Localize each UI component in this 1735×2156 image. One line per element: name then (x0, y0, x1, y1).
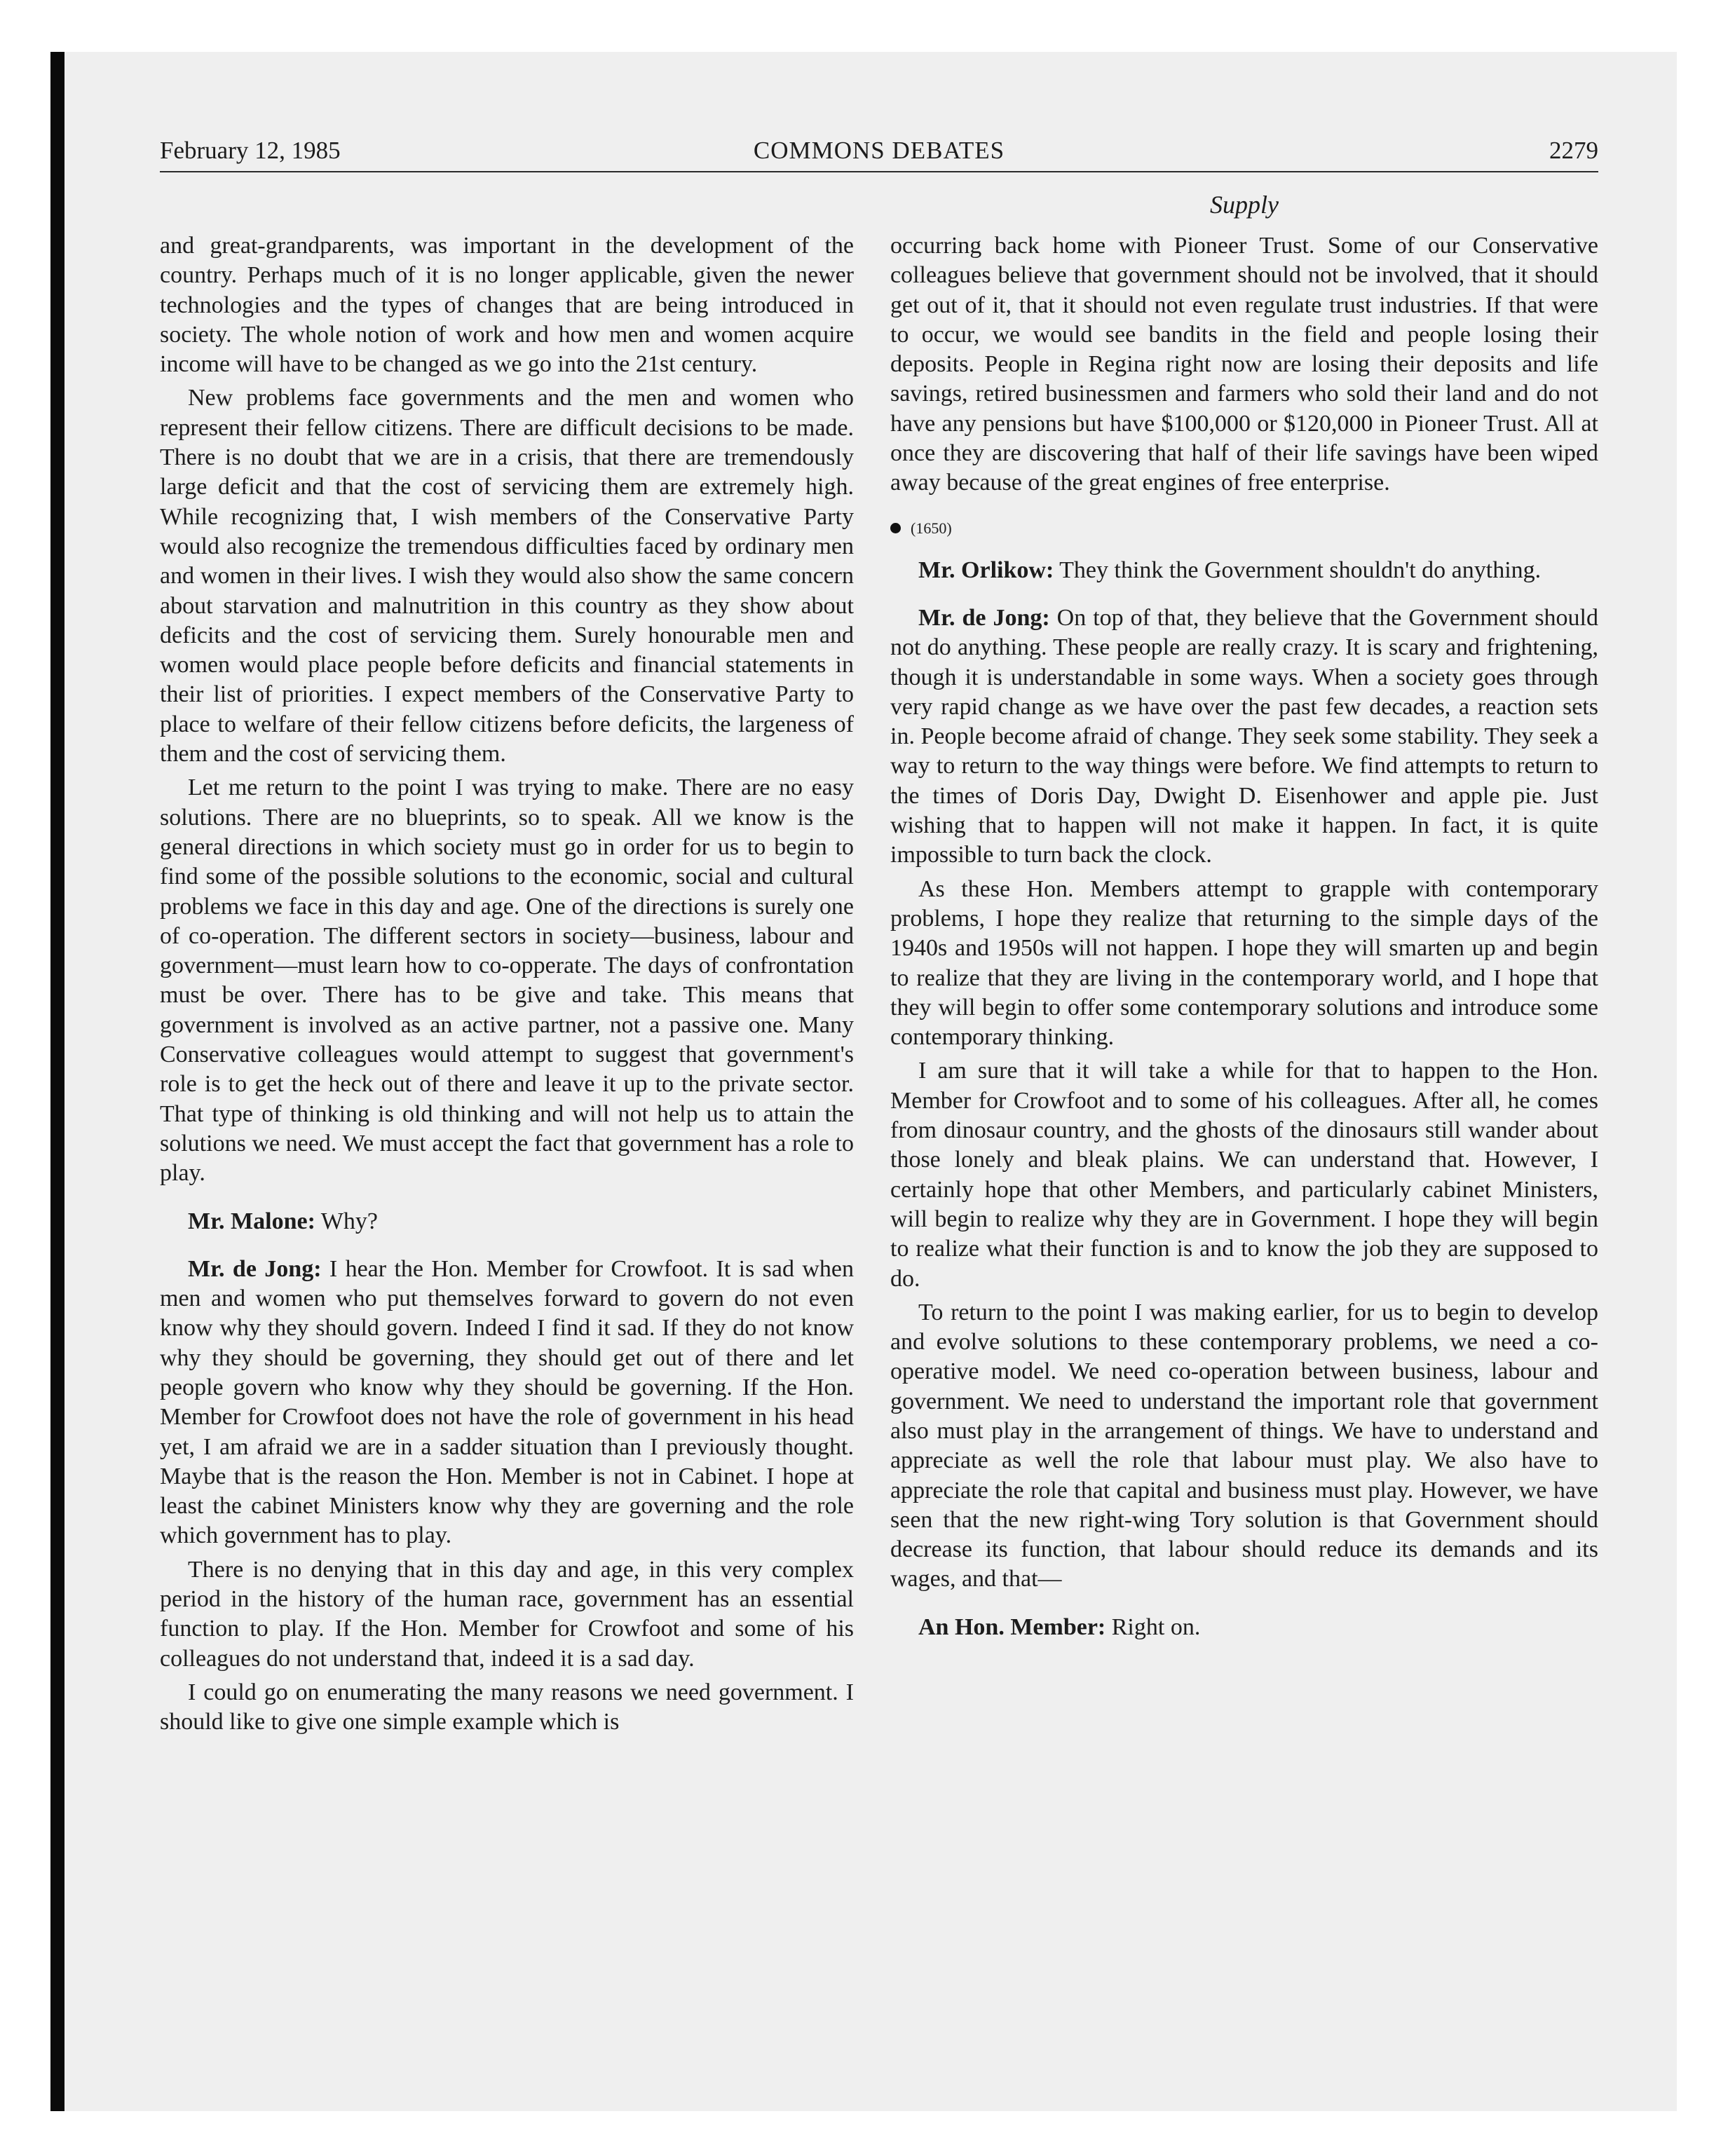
speech-text: On top of that, they believe that the Government should not do anything. These people are really crazy. It is scary and frightening, though it is understandable in some ways. When a society goes through very rapid change as we have over the past few decades, a reaction sets in. People become afraid of change. They seek some stability. They seek a way to return to the way things were before. We find attempts to return to the times of Doris Day, Dwight D. Eisenhower and apple pie. Just wishing that to happen will not make it happen. In fact, it is quite impossible to turn back the clock. (890, 604, 1598, 868)
page-number: 2279 (1549, 137, 1598, 164)
speech-text: I hear the Hon. Member for Crowfoot. It is sad when men and women who put themselves forward to govern do not even know why they should govern. Indeed I find it sad. If they do not know why they should be governing, they should get out of there and let people govern who know why they should be governing. If the Hon. Member for Crowfoot does not have the role of government in his head yet, I am afraid we are in a sadder situation than I previously thought. Maybe that is the reason the Hon. Member is not in Cabinet. I hope at least the cabinet Ministers know why they are governing and the role which government has to play. (160, 1255, 855, 1549)
paragraph: I could go on enumerating the many reasons we need government. I should like to give one simple example which is (160, 1679, 854, 1735)
speaker-name: Mr. de Jong: (918, 604, 1050, 631)
paragraph: New problems face governments and the men and women who represent their fellow citizens. There are difficult decisions to be made. There is no doubt that we are in a crisis, that there are tremendously large deficit and that the cost of servicing them are extremely high. While recognizing that, I wish members of the Conservative Party would also recognize the tremendous difficulties faced by ordinary men and women in their lives. I wish they would also show the same concern about starvation and malnutrition in this country as they show about deficits and the cost of servicing them. Surely honourable men and women would place people before deficits and financial statements in their list of priorities. I expect members of the Conservative Party to place to welfare of their fellow citizens before deficits, the largeness of them and the cost of servicing them. (160, 385, 854, 767)
speaker-name: Mr. Orlikow: (918, 557, 1054, 583)
paragraph: There is no denying that in this day and age, in this very complex period in the history of the human race, government has an essential function to play. If the Hon. Member for Crowfoot and some of his colleagues do not understand that, indeed it is a sad day. (160, 1556, 854, 1672)
right-column (890, 231, 1598, 1646)
paragraph: Let me return to the point I was trying to make. There are no easy solutions. There are no blueprints, so to speak. All we know is the general directions in which society must go in order for us to begin to find some of the possible solutions to the economic, social and cultural problems we face in this day and age. One of the directions is surely one of co-operation. The different sectors in society—business, labour and government—must learn how to co-opperate. The days of confrontation must be over. There has to be give and take. This means that government is involved as an active partner, not a passive one. Many Conservative colleagues would attempt to suggest that government's role is to get the heck out of there and leave it up to the private sector. That type of thinking is old thinking and will not help us to attain the solutions we need. We must accept the fact that government has a role to play. (160, 775, 854, 1187)
header-date: February 12, 1985 (160, 137, 341, 164)
speech-de-jong (160, 1255, 854, 1551)
speech-malone (160, 1207, 854, 1236)
running-header (160, 135, 1598, 172)
paragraph: occurring back home with Pioneer Trust. Some of our Conservative colleagues believe that government should not be involved, that it should get out of it, that it should not even regulate trust industries. If that were to occur, we would see bandits in the field and people losing their deposits. People in Regina right now are losing their deposits and life savings, retired businessmen and farmers who sold their land and do not have any pensions but have $100,000 or $120,000 in Pioneer Trust. All at once they are discovering that half of their life savings have been wiped away because of the great engines of free enterprise. (890, 233, 1598, 496)
speaker-name: Mr. de Jong: (188, 1255, 322, 1282)
paragraph: As these Hon. Members attempt to grapple with contemporary problems, I hope they realize that returning to the simple days of the 1940s and 1950s will not happen. I hope they will smarten up and begin to realize that they are living in the contemporary world, and I hope that they will begin to offer some contemporary solutions and introduce some contemporary thinking. (890, 875, 1598, 1051)
time-marker (890, 518, 1598, 539)
speech-de-jong (890, 603, 1598, 871)
speech-text: Why? (315, 1208, 378, 1234)
binding-edge (50, 52, 64, 2111)
speaker-name: An Hon. Member: (918, 1613, 1106, 1640)
left-column (160, 231, 854, 1742)
section-title: Supply (1210, 191, 1279, 219)
paragraph: I am sure that it will take a while for that to happen to the Hon. Member for Crowfoot and to some of his colleagues. After all, he comes from dinosaur country, and the ghosts of the dinosaurs still wander about those lonely and bleak plains. We can understand that. However, I certainly hope that other Members, and particularly cabinet Ministers, will begin to realize why they are in Government. I hope they will begin to realize what their function is and to know the job they are supposed to do. (890, 1058, 1598, 1292)
paragraph: To return to the point I was making earlier, for us to begin to develop and evolve solutions to these contemporary problems, we need a co-operative model. We need co-operation between business, labour and government. We need to understand the important role that government also must play in the arrangement of things. We have to understand and appreciate as well the role that labour must play. We also have to appreciate the role that capital and business must play. However, we have seen that the new right-wing Tory solution is that Government should decrease its function, that labour should reduce its demands and its wages, and that— (890, 1299, 1598, 1592)
header-title: COMMONS DEBATES (753, 137, 1005, 164)
bullet-icon (890, 523, 901, 533)
speech-hon-member (890, 1613, 1598, 1642)
paragraph: and great-grandparents, was important in the development of the country. Perhaps much of it is no longer applicable, given the newer technologies and the types of changes that are being introduced in society. The whole notion of work and how men and women acquire income will have to be changed as we go into the 21st century. (160, 233, 854, 378)
speech-text: They think the Government shouldn't do anything. (1054, 557, 1542, 583)
speech-text: Right on. (1105, 1613, 1201, 1640)
speaker-name: Mr. Malone: (188, 1208, 315, 1234)
speech-orlikow (890, 556, 1598, 585)
time-marker-label: (1650) (911, 519, 952, 537)
